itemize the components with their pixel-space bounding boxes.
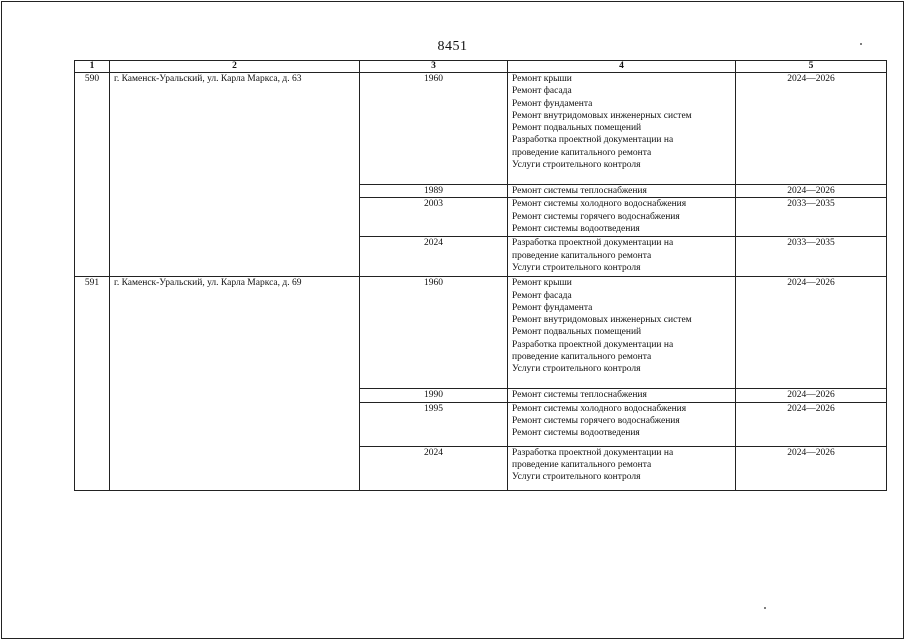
scan-speck	[764, 607, 766, 609]
period-cell: 2024—2026	[736, 185, 887, 198]
period-cell: 2024—2026	[736, 277, 887, 389]
work-item: Ремонт фундамента	[512, 98, 593, 109]
work-item: Услуги строительного контроля	[512, 160, 641, 171]
period-cell: 2024—2026	[736, 446, 887, 490]
work-item: Ремонт крыши	[512, 278, 572, 289]
work-item: Ремонт подвальных помещений	[512, 327, 642, 338]
repair-schedule-table	[74, 60, 887, 491]
work-item: Ремонт подвальных помещений	[512, 123, 642, 134]
year-cell: 1990	[360, 389, 508, 402]
page-number: 8451	[437, 39, 468, 54]
work-item: Ремонт системы водоотведения	[512, 223, 640, 234]
building-address: г. Каменск-Уральский, ул. Карла Маркса, д. 69	[110, 277, 360, 490]
work-item: проведение капитального ремонта	[512, 459, 652, 470]
table-row	[75, 73, 887, 185]
works-cell	[508, 73, 736, 185]
work-item: Разработка проектной документации на	[512, 135, 674, 146]
works-cell	[508, 402, 736, 446]
year-cell: 2003	[360, 198, 508, 237]
work-item: Ремонт системы теплоснабжения	[512, 390, 647, 401]
entry-number: 591	[75, 277, 110, 490]
works-cell	[508, 198, 736, 237]
year-cell: 1960	[360, 277, 508, 389]
column-header: 3	[360, 61, 508, 73]
period-cell: 2033—2035	[736, 237, 887, 277]
work-item: Ремонт системы холодного водоснабжения	[512, 199, 687, 210]
column-header: 4	[508, 61, 736, 73]
column-header: 5	[736, 61, 887, 73]
column-header: 1	[75, 61, 110, 73]
works-cell	[508, 446, 736, 490]
year-cell: 1989	[360, 185, 508, 198]
work-item: проведение капитального ремонта	[512, 250, 652, 261]
work-item: Ремонт системы водоотведения	[512, 428, 640, 439]
work-item: Услуги строительного контроля	[512, 262, 641, 273]
work-item: проведение капитального ремонта	[512, 147, 652, 158]
column-header: 2	[110, 61, 360, 73]
work-item: Ремонт внутридомовых инженерных систем	[512, 315, 692, 326]
period-cell: 2024—2026	[736, 402, 887, 446]
table-row	[75, 277, 887, 389]
period-cell: 2024—2026	[736, 389, 887, 402]
work-item: проведение капитального ремонта	[512, 352, 652, 363]
year-cell: 2024	[360, 446, 508, 490]
work-item: Ремонт крыши	[512, 74, 572, 84]
work-item: Разработка проектной документации на	[512, 447, 674, 458]
work-item: Ремонт системы теплоснабжения	[512, 186, 647, 196]
work-item: Разработка проектной документации на	[512, 238, 674, 249]
work-item: Ремонт системы горячего водоснабжения	[512, 415, 680, 426]
work-item: Ремонт фасада	[512, 290, 572, 301]
work-item: Ремонт фасада	[512, 86, 572, 97]
year-cell: 2024	[360, 237, 508, 277]
works-cell	[508, 277, 736, 389]
work-item: Ремонт системы горячего водоснабжения	[512, 211, 680, 222]
column-number-row	[75, 61, 887, 73]
building-address: г. Каменск-Уральский, ул. Карла Маркса, д. 63	[110, 73, 360, 277]
work-item: Ремонт системы холодного водоснабжения	[512, 403, 687, 414]
works-cell	[508, 389, 736, 402]
work-item: Разработка проектной документации на	[512, 339, 674, 350]
works-cell	[508, 237, 736, 277]
period-cell: 2024—2026	[736, 73, 887, 185]
year-cell: 1995	[360, 402, 508, 446]
year-cell: 1960	[360, 73, 508, 185]
document-page	[1, 1, 904, 639]
works-cell	[508, 185, 736, 198]
scan-speck	[860, 43, 862, 45]
work-item: Ремонт фундамента	[512, 302, 593, 313]
work-item: Услуги строительного контроля	[512, 364, 641, 375]
work-item: Ремонт внутридомовых инженерных систем	[512, 110, 692, 121]
work-item: Услуги строительного контроля	[512, 472, 641, 483]
entry-number: 590	[75, 73, 110, 277]
period-cell: 2033—2035	[736, 198, 887, 237]
